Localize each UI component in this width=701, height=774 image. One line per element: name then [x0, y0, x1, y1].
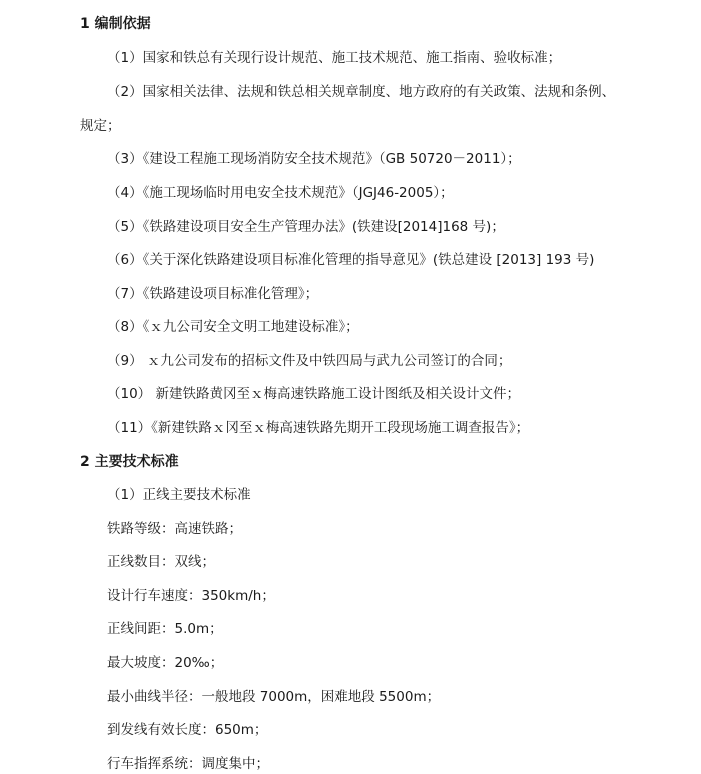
basis-item-7: （7）《铁路建设项目标准化管理》； — [107, 286, 319, 302]
basis-item-9: （9） ｘ九公司发布的招标文件及中铁四局与武九公司签订的合同； — [107, 353, 512, 369]
basis-item-5: （5）《铁路建设项目安全生产管理办法》(铁建设[2014]168 号)； — [107, 219, 505, 235]
basis-item-11: （11）《新建铁路ｘ冈至ｘ梅高速铁路先期开工段现场施工调查报告》； — [107, 420, 530, 436]
section-1-heading: 1 编制依据 — [80, 16, 151, 32]
basis-item-1: （1）国家和铁总有关现行设计规范、施工技术规范、施工指南、验收标准； — [107, 50, 562, 66]
standard-line-spacing: 正线间距：5.0m； — [107, 621, 223, 637]
basis-item-3: （3）《建设工程施工现场消防安全技术规范》（GB 50720－2011）； — [107, 151, 521, 167]
standard-railway-grade: 铁路等级：高速铁路； — [107, 521, 242, 537]
basis-item-2-continued: 规定； — [80, 118, 121, 134]
standard-subheading: （1）正线主要技术标准 — [107, 487, 251, 503]
standard-min-curve-radius: 最小曲线半径：一般地段 7000m，困难地段 5500m； — [107, 689, 441, 705]
section-2-heading: 2 主要技术标准 — [80, 454, 179, 470]
standard-siding-length: 到发线有效长度：650m； — [107, 722, 268, 738]
basis-item-8: （8）《ｘ九公司安全文明工地建设标准》； — [107, 319, 359, 335]
basis-item-4: （4）《施工现场临时用电安全技术规范》（JGJ46-2005）； — [107, 185, 454, 201]
basis-item-2: （2）国家相关法律、法规和铁总相关规章制度、地方政府的有关政策、法规和条例、 — [107, 84, 616, 100]
standard-max-gradient: 最大坡度：20‰； — [107, 655, 224, 671]
basis-item-6: （6）《关于深化铁路建设项目标准化管理的指导意见》(铁总建设 [2013] 193 号) — [107, 252, 595, 268]
basis-item-10: （10） 新建铁路黄冈至ｘ梅高速铁路施工设计图纸及相关设计文件； — [107, 386, 520, 402]
standard-design-speed: 设计行车速度：350km/h； — [107, 588, 275, 604]
standard-dispatch-system: 行车指挥系统：调度集中； — [107, 756, 269, 772]
standard-main-line-count: 正线数目：双线； — [107, 554, 215, 570]
